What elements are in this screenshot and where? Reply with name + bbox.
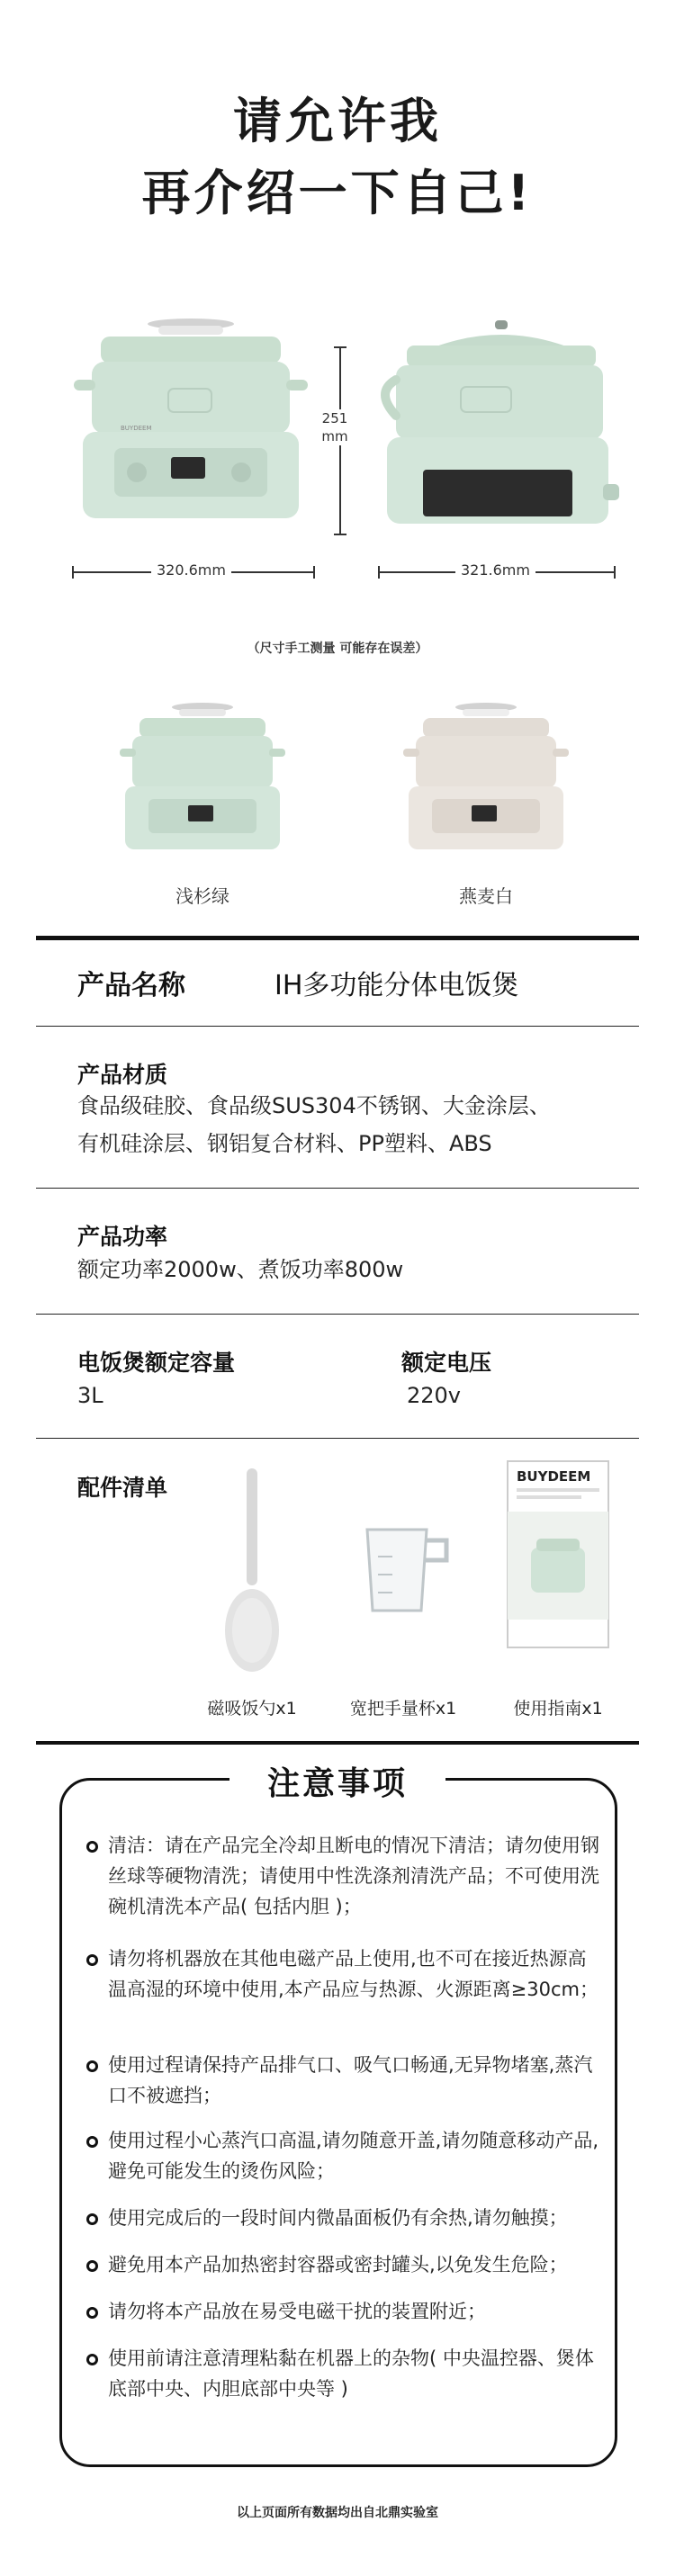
bullet-icon — [86, 1954, 98, 1966]
divider — [36, 1314, 639, 1315]
notice-item-text: 避免用本产品加热密封容器或密封罐头,以免发生危险； — [108, 2254, 568, 2275]
width-front-dimension-label: 320.6mm — [151, 561, 231, 579]
notice-item-text: 请勿将本产品放在易受电磁干扰的装置附近； — [108, 2301, 486, 2322]
accessory-label-manual: 使用指南x1 — [513, 1699, 603, 1719]
height-value: 251 — [321, 410, 348, 426]
accessories-label: 配件清单 — [77, 1475, 168, 1501]
bullet-icon — [86, 2307, 98, 2319]
footer-note: 以上页面所有数据均出自北鼎实验室 — [237, 2506, 438, 2520]
capacity-label: 电饭煲额定容量 — [77, 1350, 236, 1376]
divider — [36, 1188, 639, 1189]
voltage-value: 220v — [407, 1383, 462, 1408]
material-line-1: 食品级硅胶、食品级SUS304不锈钢、大金涂层、 — [77, 1093, 551, 1118]
material-line-2: 有机硅涂层、钢铝复合材料、PP塑料、ABS — [77, 1131, 492, 1156]
brand-mark-front: BUYDEEM — [121, 425, 152, 432]
bullet-icon — [86, 2260, 98, 2272]
power-label: 产品功率 — [77, 1224, 168, 1250]
power-value: 额定功率2000w、煮饭功率800w — [77, 1257, 404, 1282]
accessory-label-cup: 宽把手量杯x1 — [349, 1699, 457, 1719]
product-name-value: IH多功能分体电饭煲 — [274, 970, 519, 1001]
voltage-label: 额定电压 — [401, 1350, 492, 1376]
manual-brand: BUYDEEM — [517, 1468, 591, 1485]
measuring-cup-icon — [356, 1521, 455, 1620]
bullet-icon — [86, 2136, 98, 2148]
color-variant-label-green: 浅杉绿 — [176, 885, 230, 907]
hero-title-line-1: 请允许我 — [233, 93, 442, 149]
rice-cooker-green-variant — [112, 702, 292, 855]
bullet-icon — [86, 2060, 98, 2072]
notice-item-text: 清洁：请在产品完全冷却且断电的情况下清洁；请勿使用钢丝球等硬物清洗；请使用中性洗涤剂清洗产品；不可使用洗碗机清洗本产品( 包括内胆 )； — [108, 1835, 599, 1917]
divider — [36, 1438, 639, 1439]
rice-cooker-front-view — [65, 317, 317, 533]
bullet-icon — [86, 2354, 98, 2365]
accessories-bottom-rule — [36, 1741, 639, 1745]
notice-item-text: 使用前请注意清理粘黏在机器上的杂物( 中央温控器、煲体底部中央、内胆底部中央等 ) — [108, 2347, 594, 2400]
height-unit: mm — [321, 428, 348, 444]
notice-item-text: 使用过程小心蒸汽口高温,请勿随意开盖,请勿随意移动产品,避免可能发生的烫伤风险； — [108, 2130, 599, 2182]
notice-item-text: 使用过程请保持产品排气口、吸气口畅通,无异物堵塞,蒸汽口不被遮挡； — [108, 2054, 593, 2106]
bullet-icon — [86, 1841, 98, 1853]
notice-item-text: 使用完成后的一段时间内微晶面板仍有余热,请勿触摸； — [108, 2207, 568, 2229]
divider — [36, 1026, 639, 1027]
capacity-value: 3L — [77, 1383, 104, 1408]
user-manual-icon — [504, 1458, 612, 1651]
spec-table-top-rule — [36, 936, 639, 940]
notice-item-text: 请勿将机器放在其他电磁产品上使用,也不可在接近热源高温高湿的环境中使用,本产品应与热源、火源距离≥30cm； — [108, 1948, 598, 2000]
measurement-note: （尺寸手工测量 可能存在误差） — [247, 642, 428, 656]
product-name-label: 产品名称 — [77, 970, 185, 1001]
rice-cooker-white-variant — [396, 702, 576, 855]
material-label: 产品材质 — [77, 1062, 168, 1088]
notice-title: 注意事项 — [266, 1765, 408, 1802]
accessory-label-paddle: 磁吸饭勺x1 — [207, 1699, 297, 1719]
bullet-icon — [86, 2213, 98, 2225]
color-variant-label-white: 燕麦白 — [459, 885, 513, 907]
width-side-dimension-label: 321.6mm — [455, 561, 536, 579]
height-dimension-label — [317, 409, 353, 445]
rice-cooker-side-view — [371, 317, 623, 533]
hero-title-line-2: 再介绍一下自己! — [141, 165, 534, 221]
rice-paddle-icon — [220, 1468, 284, 1675]
